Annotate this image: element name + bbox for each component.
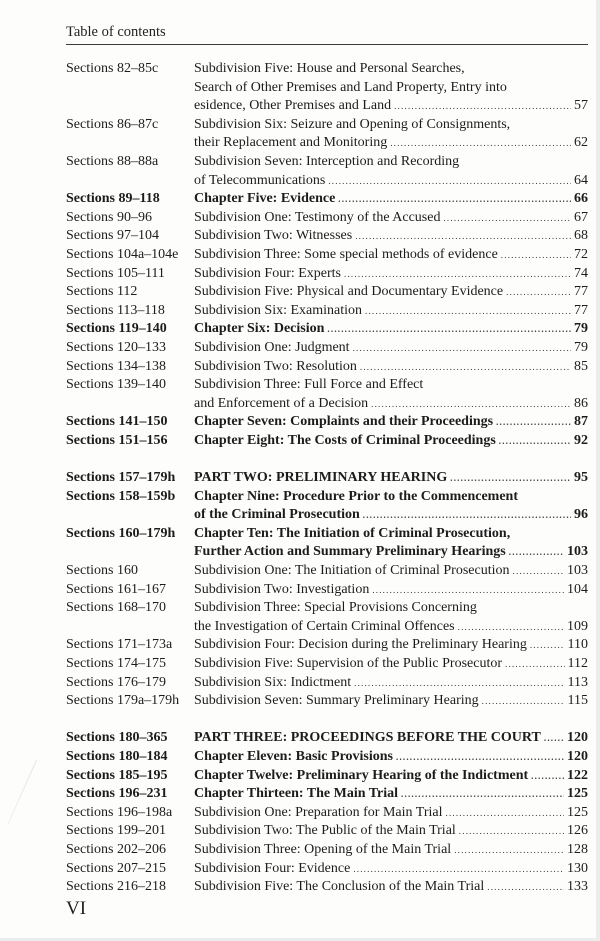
dot-leader xyxy=(372,581,564,600)
toc-entry-title xyxy=(194,692,588,711)
toc-title-line: Subdivision Three: Some special methods of evidence xyxy=(194,246,498,262)
toc-entry-title xyxy=(194,841,588,860)
toc-sections-range: Sections 180–184 xyxy=(66,748,168,764)
toc-title-line: Subdivision Six: Examination xyxy=(194,302,363,318)
dot-leader xyxy=(443,209,571,228)
toc-page-number: 72 xyxy=(574,246,588,262)
dot-leader xyxy=(365,302,571,321)
toc-sections-range: Sections 202–206 xyxy=(66,841,166,857)
toc-title-line-with-page xyxy=(194,729,588,748)
toc-entry xyxy=(66,190,588,209)
toc-page-number: 79 xyxy=(574,339,588,355)
toc-title-line: Further Action and Summary Preliminary Hearings xyxy=(194,544,506,560)
toc-entry xyxy=(66,488,588,525)
toc-title-line: Chapter Thirteen: The Main Trial xyxy=(194,786,399,802)
toc-title-line-with-page xyxy=(194,265,588,284)
toc-entry-title xyxy=(194,302,588,321)
toc-page-number: 74 xyxy=(574,265,588,281)
page-number: VI xyxy=(66,898,87,919)
toc-entry-title xyxy=(194,227,588,246)
toc-sections-range: Sections 171–173a xyxy=(66,637,173,653)
toc-title-line-with-page xyxy=(194,748,588,767)
toc-sections-range: Sections 199–201 xyxy=(66,823,166,839)
toc-sections-range: Sections 196–198a xyxy=(66,804,173,820)
dot-leader xyxy=(338,190,571,209)
toc-entry xyxy=(66,376,588,413)
toc-sections-range: Sections 158–159b xyxy=(66,488,176,504)
running-head-title: Table of contents xyxy=(66,24,166,40)
toc-entry xyxy=(66,599,588,636)
toc-entry-title xyxy=(194,265,588,284)
toc-sections-range: Sections 113–118 xyxy=(66,302,165,318)
toc-entry-title xyxy=(194,655,588,674)
toc-entry xyxy=(66,785,588,804)
pencil-mark xyxy=(8,760,37,824)
dot-leader xyxy=(328,172,571,191)
toc-sections-range: Sections 88–88a xyxy=(66,153,159,169)
toc-title-line: Chapter Ten: The Initiation of Criminal Prosecution, xyxy=(194,525,511,541)
dot-leader xyxy=(360,358,571,377)
toc-entry xyxy=(66,655,588,674)
toc-sections-range: Sections 180–365 xyxy=(66,730,168,746)
toc-title-line-with-page xyxy=(194,432,588,451)
toc-page-number: 128 xyxy=(567,841,588,857)
toc-sections-range: Sections 207–215 xyxy=(66,860,166,876)
toc-sections-range: Sections 168–170 xyxy=(66,600,166,616)
toc-page-number: 103 xyxy=(567,563,588,579)
toc-sections-range: Sections 185–195 xyxy=(66,767,168,783)
toc-title-line: Subdivision Two: Investigation xyxy=(194,581,370,597)
toc-page-number: 110 xyxy=(567,637,588,653)
dot-leader xyxy=(501,246,571,265)
dot-leader xyxy=(363,506,571,525)
toc-entry-title xyxy=(194,60,588,116)
toc-title-line-with-page xyxy=(194,246,588,265)
toc-title-line-with-page xyxy=(194,581,588,600)
toc-title-line: Subdivision Five: Supervision of the Public Prosecutor xyxy=(194,656,502,671)
toc-title-line-with-page xyxy=(194,767,588,786)
toc-title-line-with-page xyxy=(194,469,588,488)
dot-leader xyxy=(355,227,571,246)
toc-entry-title xyxy=(194,432,588,451)
toc-page-number: 64 xyxy=(574,172,588,188)
toc-title-line-with-page xyxy=(194,190,588,209)
toc-title-line-with-page xyxy=(194,674,588,693)
toc-sections-range: Sections 157–179h xyxy=(66,470,176,486)
toc-entry-title xyxy=(194,822,588,841)
dot-leader xyxy=(509,543,564,562)
dot-leader xyxy=(396,748,564,767)
toc-entry-title xyxy=(194,674,588,693)
toc-page-number: 92 xyxy=(574,432,588,448)
table-of-contents xyxy=(66,60,588,897)
toc-title-line-with-page xyxy=(194,618,588,637)
toc-title-line: PART TWO: PRELIMINARY HEARING xyxy=(194,470,448,486)
toc-entry xyxy=(66,339,588,358)
toc-entry xyxy=(66,209,588,228)
dot-leader xyxy=(353,339,571,358)
toc-title-line-with-page xyxy=(194,395,588,414)
toc-title-line-with-page xyxy=(194,134,588,153)
toc-entry xyxy=(66,767,588,786)
toc-title-line: Chapter Nine: Procedure Prior to the Commencement xyxy=(194,488,518,504)
dot-leader xyxy=(353,860,564,879)
toc-title-line: of Telecommunications xyxy=(194,172,326,188)
toc-title-line: Subdivision Two: Witnesses xyxy=(194,228,353,244)
toc-title-line: Subdivision One: Testimony of the Accused xyxy=(194,209,441,225)
toc-entry xyxy=(66,692,588,711)
toc-title-line-with-page xyxy=(194,358,588,377)
toc-title-line-with-page xyxy=(194,860,588,879)
toc-page-number: 126 xyxy=(567,823,588,839)
toc-entry-title xyxy=(194,413,588,432)
toc-sections-range: Sections 89–118 xyxy=(66,191,160,207)
toc-entry-title xyxy=(194,581,588,600)
toc-title-line: Chapter Twelve: Preliminary Hearing of the Indictment xyxy=(194,767,529,783)
toc-title-line: Subdivision Three: Opening of the Main Trial xyxy=(194,841,452,857)
toc-title-line: Subdivision Five: The Conclusion of the Main Trial xyxy=(194,879,485,895)
toc-page-number: 57 xyxy=(574,98,588,114)
toc-sections-range: Sections 134–138 xyxy=(66,358,166,374)
dot-leader xyxy=(394,97,571,116)
dot-leader xyxy=(458,618,564,637)
toc-page-number: 125 xyxy=(567,786,588,802)
toc-sections-range: Sections 160 xyxy=(66,563,138,579)
toc-page-number: 122 xyxy=(567,767,588,783)
toc-page-number: 86 xyxy=(574,395,588,411)
toc-sections-range: Sections 160–179h xyxy=(66,525,176,541)
toc-entry xyxy=(66,729,588,748)
toc-page-number: 77 xyxy=(574,284,588,300)
toc-entry xyxy=(66,748,588,767)
dot-leader xyxy=(496,413,571,432)
dot-leader xyxy=(530,636,565,655)
dot-leader xyxy=(513,562,565,581)
toc-title-line: Subdivision Five: House and Personal Searches, xyxy=(194,61,465,76)
toc-title-line: Subdivision Four: Experts xyxy=(194,265,342,281)
toc-entry-title xyxy=(194,729,588,748)
toc-title-line: Search of Other Premises and Land Property, Entry into xyxy=(194,79,507,95)
dot-leader xyxy=(459,822,564,841)
toc-page-number: 79 xyxy=(574,321,588,337)
toc-sections-range: Sections 90–96 xyxy=(66,209,152,225)
toc-page-number: 77 xyxy=(574,302,588,318)
dot-leader xyxy=(505,655,565,674)
toc-title-line-with-page xyxy=(194,209,588,228)
toc-entry xyxy=(66,227,588,246)
toc-title-line-with-page xyxy=(194,655,588,674)
toc-sections-range: Sections 141–150 xyxy=(66,414,168,430)
toc-title-line-with-page xyxy=(194,320,588,339)
toc-title-line: Chapter Five: Evidence xyxy=(194,191,336,207)
toc-title-line: Subdivision Four: Evidence xyxy=(194,860,351,876)
toc-entry xyxy=(66,562,588,581)
toc-sections-range: Sections 119–140 xyxy=(66,321,167,337)
toc-page-number: 113 xyxy=(567,674,588,690)
toc-title-line-with-page xyxy=(194,543,588,562)
dot-leader xyxy=(531,767,564,786)
toc-entry xyxy=(66,469,588,488)
toc-entry xyxy=(66,636,588,655)
toc-title-line: Subdivision Seven: Interception and Recording xyxy=(194,153,460,169)
toc-sections-range: Sections 196–231 xyxy=(66,786,168,802)
toc-page-number: 130 xyxy=(567,860,588,876)
toc-entry xyxy=(66,60,588,116)
toc-entry-title xyxy=(194,488,588,525)
toc-page-number: 68 xyxy=(574,228,588,244)
toc-title-line: PART THREE: PROCEEDINGS BEFORE THE COURT xyxy=(194,730,541,746)
toc-page-number: 109 xyxy=(567,618,588,634)
toc-entry xyxy=(66,320,588,339)
toc-title-line: Subdivision One: The Initiation of Criminal Prosecution xyxy=(194,563,510,579)
dot-leader xyxy=(450,469,571,488)
toc-title-line: Subdivision Seven: Summary Preliminary Hearing xyxy=(194,693,479,709)
toc-entry xyxy=(66,302,588,321)
toc-entry-title xyxy=(194,376,588,413)
toc-page-number: 120 xyxy=(567,730,588,746)
toc-page-number: 66 xyxy=(574,191,588,207)
toc-title-line-with-page xyxy=(194,302,588,321)
toc-title-line-with-page xyxy=(194,506,588,525)
toc-sections-range: Sections 105–111 xyxy=(66,265,165,281)
toc-entry-title xyxy=(194,116,588,153)
toc-title-line: Subdivision Three: Full Force and Effect xyxy=(194,377,424,393)
toc-title-line-with-page xyxy=(194,841,588,860)
toc-title-line: Subdivision One: Judgment xyxy=(194,339,350,355)
toc-sections-range: Sections 112 xyxy=(66,284,138,300)
dot-leader xyxy=(327,320,571,339)
toc-title-line-with-page xyxy=(194,636,588,655)
header-rule xyxy=(66,44,588,45)
toc-entry-title xyxy=(194,469,588,488)
toc-entry-title xyxy=(194,283,588,302)
toc-title-line-with-page xyxy=(194,227,588,246)
toc-entry xyxy=(66,581,588,600)
toc-title-line: Subdivision Three: Special Provisions Concerning xyxy=(194,600,477,616)
toc-page-number: 125 xyxy=(567,804,588,820)
toc-page-number: 112 xyxy=(567,656,588,671)
toc-sections-range: Sections 161–167 xyxy=(66,581,166,597)
toc-entry-title xyxy=(194,636,588,655)
toc-title-line-with-page xyxy=(194,692,588,711)
toc-title-line: Chapter Eight: The Costs of Criminal Proceedings xyxy=(194,432,496,448)
toc-title-line: the Investigation of Certain Criminal Offences xyxy=(194,618,455,634)
toc-entry xyxy=(66,265,588,284)
toc-sections-range: Sections 120–133 xyxy=(66,339,166,355)
toc-title-line-with-page xyxy=(194,172,588,191)
toc-sections-range: Sections 139–140 xyxy=(66,377,166,393)
toc-title-line: their Replacement and Monitoring xyxy=(194,135,388,151)
toc-page-number: 104 xyxy=(567,581,588,597)
toc-entry xyxy=(66,358,588,377)
toc-entry xyxy=(66,432,588,451)
toc-entry xyxy=(66,283,588,302)
toc-sections-range: Sections 176–179 xyxy=(66,674,166,690)
toc-entry-title xyxy=(194,153,588,190)
toc-entry-title xyxy=(194,209,588,228)
dot-leader xyxy=(401,785,564,804)
toc-page-number: 103 xyxy=(567,544,588,560)
toc-entry-title xyxy=(194,804,588,823)
toc-entry-title xyxy=(194,190,588,209)
toc-entry xyxy=(66,878,588,897)
toc-title-line-with-page xyxy=(194,97,588,116)
dot-leader xyxy=(371,395,571,414)
toc-page-number: 62 xyxy=(574,135,588,151)
toc-entry-title xyxy=(194,878,588,897)
toc-entry-title xyxy=(194,599,588,636)
toc-sections-range: Sections 151–156 xyxy=(66,432,168,448)
toc-entry xyxy=(66,246,588,265)
toc-sections-range: Sections 97–104 xyxy=(66,228,159,244)
toc-title-line: Subdivision Two: The Public of the Main Trial xyxy=(194,823,456,839)
toc-title-line: of the Criminal Prosecution xyxy=(194,507,360,523)
dot-leader xyxy=(506,283,571,302)
toc-entry-title xyxy=(194,246,588,265)
toc-entry-title xyxy=(194,767,588,786)
toc-page-number: 95 xyxy=(574,470,588,486)
toc-title-line-with-page xyxy=(194,413,588,432)
toc-entry xyxy=(66,674,588,693)
toc-title-line-with-page xyxy=(194,339,588,358)
toc-entry-title xyxy=(194,339,588,358)
toc-sections-range: Sections 86–87c xyxy=(66,116,159,132)
toc-entry-title xyxy=(194,562,588,581)
toc-page-number: 85 xyxy=(574,358,588,374)
toc-title-line: Subdivision Two: Resolution xyxy=(194,358,357,374)
toc-sections-range: Sections 216–218 xyxy=(66,879,166,895)
toc-entry xyxy=(66,822,588,841)
dot-leader xyxy=(482,692,565,711)
toc-page-number: 120 xyxy=(567,748,588,764)
dot-leader xyxy=(487,878,564,897)
toc-sections-range: Sections 82–85c xyxy=(66,61,159,76)
toc-title-line: Subdivision Six: Seizure and Opening of Consignments, xyxy=(194,116,511,132)
toc-sections-range: Sections 104a–104e xyxy=(66,246,179,262)
toc-entry xyxy=(66,804,588,823)
toc-title-line: Subdivision One: Preparation for Main Trial xyxy=(194,804,443,820)
toc-entry-title xyxy=(194,358,588,377)
toc-entry-title xyxy=(194,320,588,339)
toc-entry xyxy=(66,413,588,432)
toc-title-line: Subdivision Six: Indictment xyxy=(194,674,352,690)
toc-title-line-with-page xyxy=(194,804,588,823)
toc-page-number: 133 xyxy=(567,879,588,895)
toc-sections-range: Sections 174–175 xyxy=(66,656,166,671)
toc-title-line-with-page xyxy=(194,878,588,897)
toc-page-number: 67 xyxy=(574,209,588,225)
toc-entry xyxy=(66,525,588,562)
dot-leader xyxy=(454,841,564,860)
toc-page-number: 87 xyxy=(574,414,588,430)
page-edge xyxy=(596,0,600,941)
toc-title-line-with-page xyxy=(194,283,588,302)
toc-title-line: Subdivision Four: Decision during the Preliminary Hearing xyxy=(194,637,527,653)
toc-title-line: Subdivision Five: Physical and Documentary Evidence xyxy=(194,284,504,300)
toc-entry-title xyxy=(194,748,588,767)
toc-title-line: Chapter Eleven: Basic Provisions xyxy=(194,748,393,764)
dot-leader xyxy=(446,804,565,823)
toc-title-line: and Enforcement of a Decision xyxy=(194,395,369,411)
toc-entry xyxy=(66,841,588,860)
toc-page-number: 96 xyxy=(574,507,588,523)
dot-leader xyxy=(354,674,564,693)
toc-title-line: Chapter Six: Decision xyxy=(194,321,325,337)
toc-entry xyxy=(66,116,588,153)
toc-entry-title xyxy=(194,785,588,804)
toc-title-line-with-page xyxy=(194,562,588,581)
dot-leader xyxy=(544,729,564,748)
dot-leader xyxy=(390,134,571,153)
toc-entry-title xyxy=(194,860,588,879)
toc-title-line: Chapter Seven: Complaints and their Proceedings xyxy=(194,414,494,430)
toc-page-number: 115 xyxy=(567,693,588,709)
toc-title-line-with-page xyxy=(194,785,588,804)
toc-entry xyxy=(66,153,588,190)
toc-title-line-with-page xyxy=(194,822,588,841)
dot-leader xyxy=(344,265,571,284)
toc-entry xyxy=(66,860,588,879)
toc-entry-title xyxy=(194,525,588,562)
dot-leader xyxy=(499,432,571,451)
toc-sections-range: Sections 179a–179h xyxy=(66,693,180,709)
toc-title-line: esidence, Other Premises and Land xyxy=(194,98,392,114)
